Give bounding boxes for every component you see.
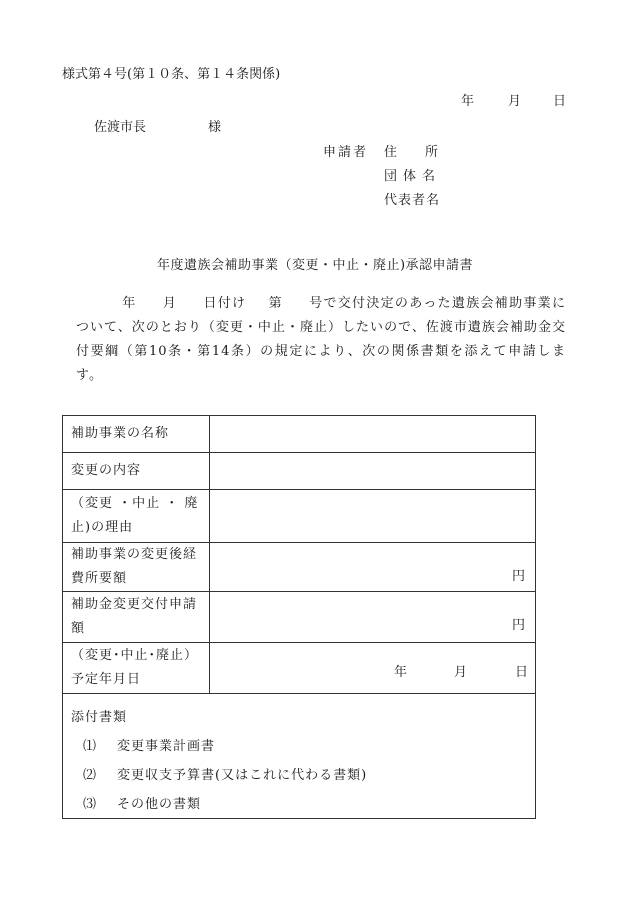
date-day: 日 (553, 94, 567, 109)
table-row (63, 453, 536, 490)
project-name-field[interactable] (210, 416, 536, 453)
date-year: 年 (461, 94, 475, 109)
attachment-text: 変更事業計画書 (117, 739, 216, 754)
yen-unit: 円 (511, 569, 525, 584)
body-number-prefix: 第 (268, 296, 283, 311)
address-char-1: 住 (384, 145, 398, 160)
attachment-text: その他の書類 (117, 797, 202, 812)
row-label-reason: （変更 ・中止 ・ 廃止)の理由 (63, 490, 210, 543)
scheduled-month: 月 (454, 665, 468, 680)
attachments-title: 添付書類 (71, 710, 128, 725)
body-text: 号で交付決定のあった遺族会補助事業について、次のとおり（変更・中止・廃止）したいので、佐渡市遺族会補助金交付要綱（第10条・第14条）の規定により、次の関係書類を添えて申請します。 (76, 296, 566, 383)
change-content-field[interactable] (210, 453, 536, 490)
attachment-number: ⑴ (83, 739, 98, 754)
table-row (63, 416, 536, 453)
changed-cost-field[interactable] (210, 543, 536, 592)
body-year: 年 (122, 296, 137, 311)
table-row (63, 490, 536, 543)
attachment-item (71, 764, 527, 783)
table-row (63, 592, 536, 643)
table-row (63, 643, 536, 694)
applicant-group-name-label: 団体名 (384, 169, 442, 184)
row-label-project-name: 補助事業の名称 (63, 416, 210, 453)
reason-field[interactable] (210, 490, 536, 543)
address-char-2: 所 (425, 145, 439, 160)
applicant-label: 申請者 (323, 145, 369, 160)
date-month: 月 (508, 94, 522, 109)
row-label-change-content: 変更の内容 (63, 453, 210, 490)
table-row (63, 694, 536, 819)
form-number: 様式第４号(第１０条、第１４条関係) (62, 67, 281, 82)
grant-amount-field[interactable] (210, 592, 536, 643)
attachment-number: ⑶ (83, 797, 98, 812)
addressee (94, 121, 221, 134)
row-label-scheduled-date: （変更･中止･廃止）予定年月日 (63, 643, 210, 694)
yen-unit: 円 (511, 618, 525, 633)
row-label-changed-cost: 補助事業の変更後経費所要額 (63, 543, 210, 592)
addressee-honorific: 様 (208, 120, 222, 135)
attachment-item (71, 793, 527, 812)
document-title: 年度遺族会補助事業（変更・中止・廃止)承認申請書 (156, 258, 474, 273)
addressee-name: 佐渡市長 (94, 120, 147, 135)
applicant-address-label (384, 146, 438, 159)
body-paragraph (76, 292, 566, 388)
attachment-text: 変更収支予算書(又はこれに代わる書類) (117, 768, 368, 783)
attachments-cell (63, 694, 536, 819)
application-table (62, 415, 536, 819)
scheduled-year: 年 (394, 665, 408, 680)
body-dated: 日付け (203, 296, 247, 311)
table-row (63, 543, 536, 592)
applicant-representative-label: 代表者名 (384, 193, 441, 208)
attachment-number: ⑵ (83, 768, 98, 783)
scheduled-date-field[interactable] (210, 643, 536, 694)
attachment-item (71, 735, 527, 754)
row-label-grant-amount: 補助金変更交付申請額 (63, 592, 210, 643)
scheduled-day: 日 (515, 665, 529, 680)
body-month: 月 (162, 296, 178, 311)
